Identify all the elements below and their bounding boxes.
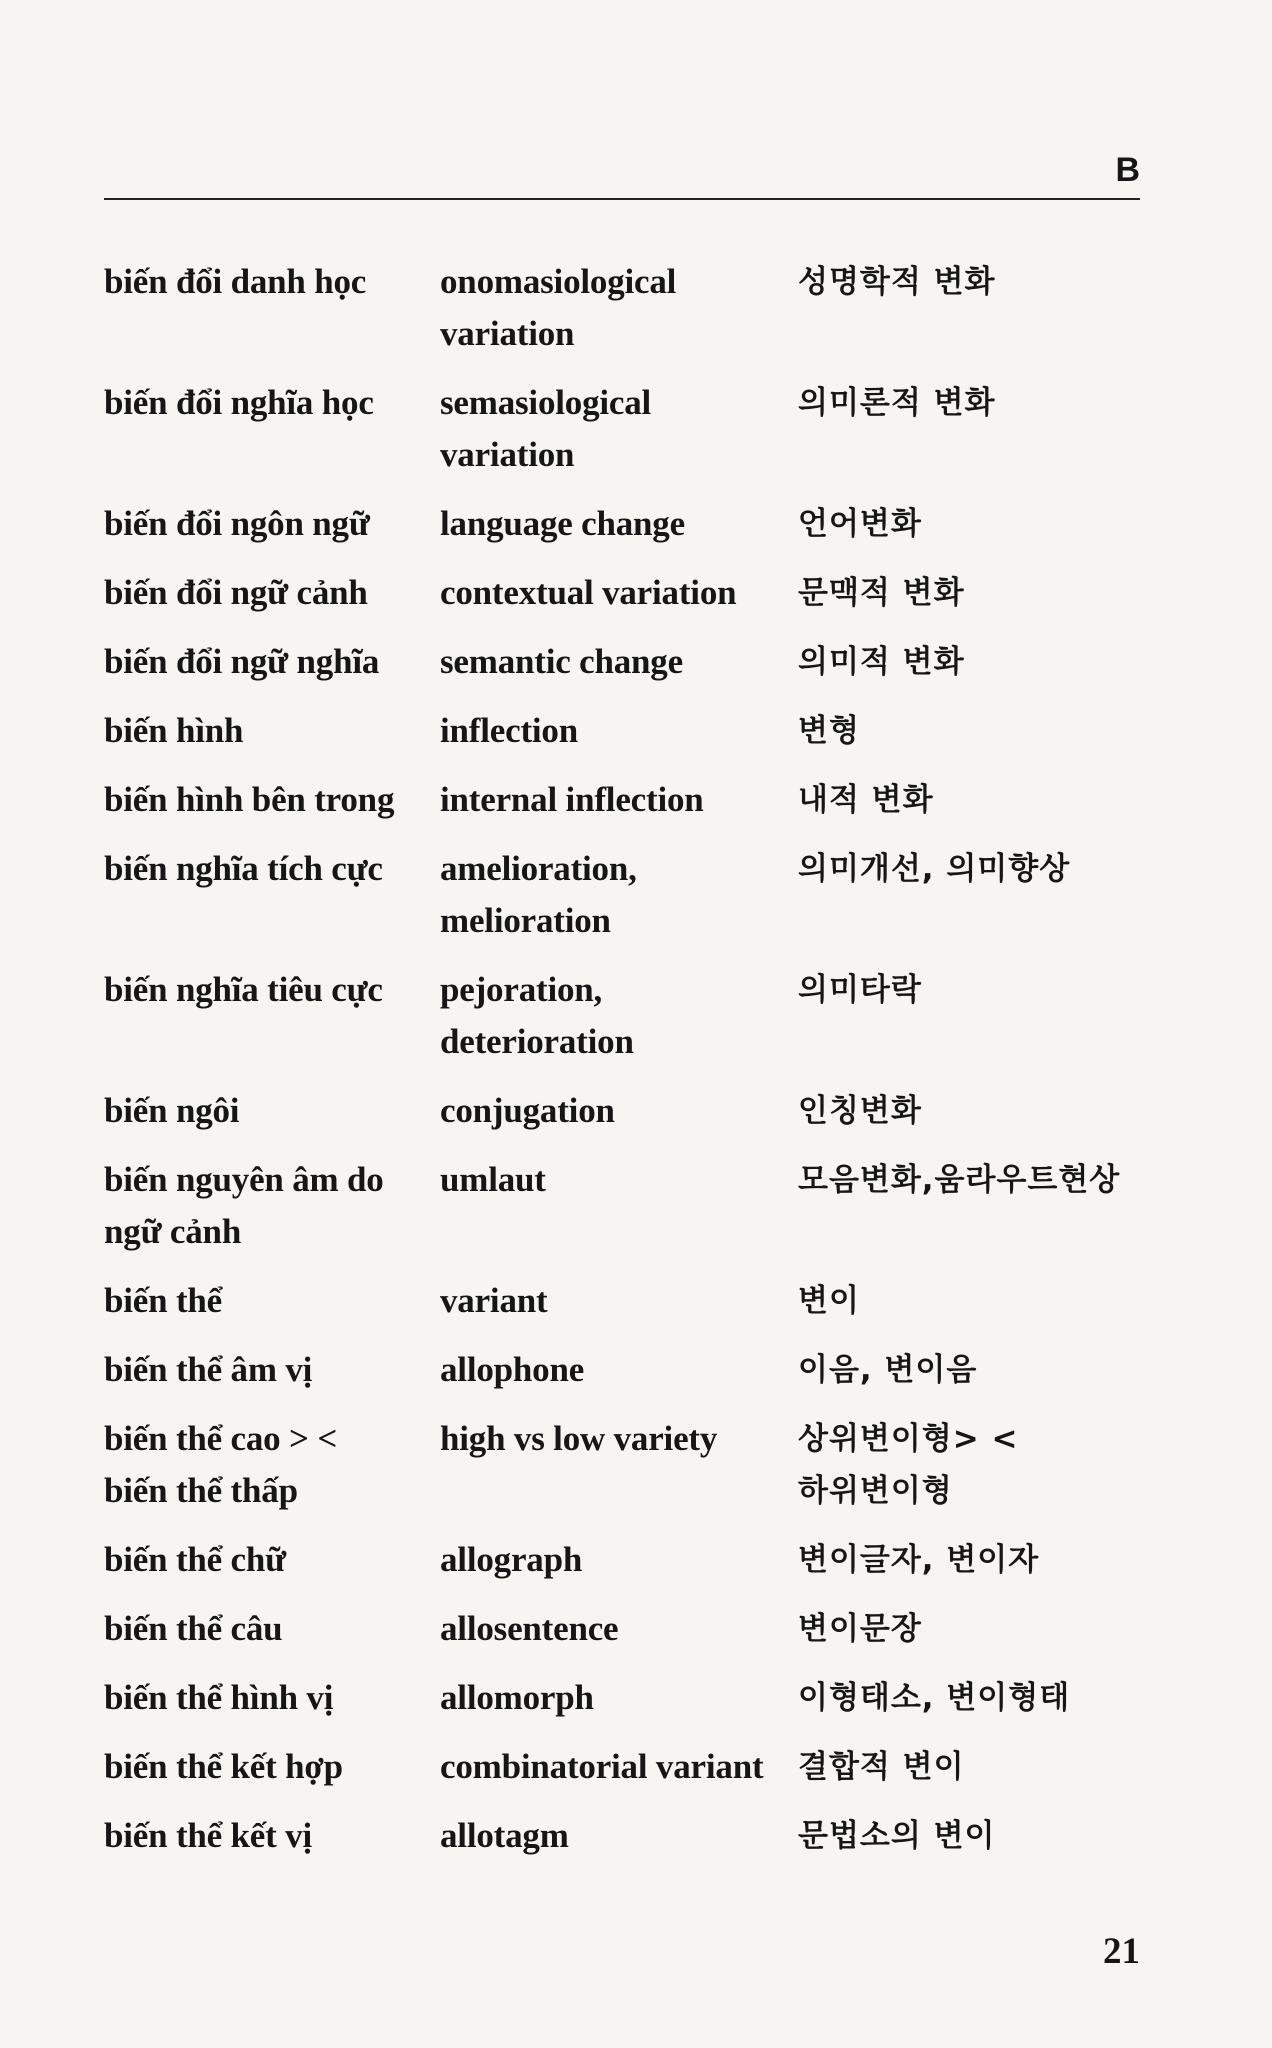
english-term: onomasiological variation — [440, 262, 677, 353]
english-term: pejoration, deterioration — [440, 970, 634, 1061]
dictionary-entry — [104, 1810, 1144, 1862]
korean-term: 의미적 변화 — [798, 644, 965, 680]
dictionary-entry — [104, 1085, 1144, 1137]
page-header — [104, 150, 1140, 198]
vietnamese-term: biến đổi nghĩa học — [104, 383, 374, 422]
vietnamese-term: biến thể âm vị — [104, 1350, 313, 1389]
dictionary-entry — [104, 1672, 1144, 1724]
english-term: amelioration, melioration — [440, 849, 637, 940]
page-number: 21 — [1103, 1931, 1140, 1972]
dictionary-entry — [104, 774, 1144, 826]
dictionary-entry — [104, 256, 1144, 360]
dictionary-entry — [104, 1741, 1144, 1793]
vietnamese-term: biến đổi ngữ cảnh — [104, 573, 368, 612]
korean-term: 모음변화,움라우트현상 — [798, 1162, 1121, 1198]
korean-term: 변이글자, 변이자 — [798, 1542, 1040, 1578]
korean-term: 결합적 변이 — [798, 1749, 965, 1785]
vietnamese-term: biến đổi danh học — [104, 262, 367, 301]
korean-term: 변이 — [798, 1283, 860, 1319]
english-term: variant — [440, 1281, 548, 1320]
english-term: internal inflection — [440, 780, 704, 819]
vietnamese-term: biến đổi ngữ nghĩa — [104, 642, 380, 681]
vietnamese-term: biến hình bên trong — [104, 780, 395, 819]
vietnamese-term: biến thể cao > < biến thể thấp — [104, 1419, 338, 1510]
vietnamese-term: biến nghĩa tiêu cực — [104, 970, 383, 1009]
english-term: semantic change — [440, 642, 683, 681]
korean-term: 상위변이형> < 하위변이형 — [798, 1421, 1019, 1509]
dictionary-entry — [104, 964, 1144, 1068]
english-term: high vs low variety — [440, 1419, 718, 1458]
korean-term: 이음, 변이음 — [798, 1352, 978, 1388]
dictionary-entry — [104, 377, 1144, 481]
english-term: allomorph — [440, 1678, 594, 1717]
section-letter: B — [1115, 151, 1140, 189]
korean-term: 이형태소, 변이형태 — [798, 1680, 1071, 1716]
dictionary-entry — [104, 636, 1144, 688]
vietnamese-term: biến nguyên âm do ngữ cảnh — [104, 1160, 384, 1251]
english-term: inflection — [440, 711, 578, 750]
dictionary-entry — [104, 567, 1144, 619]
dictionary-entry — [104, 705, 1144, 757]
english-term: umlaut — [440, 1160, 546, 1199]
korean-term: 의미개선, 의미향상 — [798, 851, 1071, 887]
korean-term: 문법소의 변이 — [798, 1818, 996, 1854]
korean-term: 언어변화 — [798, 506, 922, 542]
vietnamese-term: biến thể hình vị — [104, 1678, 334, 1717]
header-divider — [104, 198, 1140, 200]
korean-term: 성명학적 변화 — [798, 264, 996, 300]
korean-term: 문맥적 변화 — [798, 575, 965, 611]
english-term: allotagm — [440, 1816, 569, 1855]
korean-term: 내적 변화 — [798, 782, 934, 818]
dictionary-entry — [104, 1154, 1144, 1258]
english-term: conjugation — [440, 1091, 615, 1130]
dictionary-entry — [104, 843, 1144, 947]
vietnamese-term: biến nghĩa tích cực — [104, 849, 383, 888]
dictionary-entry — [104, 1344, 1144, 1396]
dictionary-entry-list — [104, 256, 1144, 1879]
vietnamese-term: biến thể — [104, 1281, 222, 1320]
vietnamese-term: biến thể kết vị — [104, 1816, 312, 1855]
dictionary-entry — [104, 1534, 1144, 1586]
english-term: semasiological variation — [440, 383, 652, 474]
english-term: allophone — [440, 1350, 585, 1389]
english-term: combinatorial variant — [440, 1747, 764, 1786]
english-term: language change — [440, 504, 685, 543]
korean-term: 의미타락 — [798, 972, 922, 1008]
vietnamese-term: biến thể câu — [104, 1609, 283, 1648]
vietnamese-term: biến ngôi — [104, 1091, 240, 1130]
english-term: contextual variation — [440, 573, 737, 612]
dictionary-entry — [104, 498, 1144, 550]
korean-term: 변형 — [798, 713, 860, 749]
vietnamese-term: biến đổi ngôn ngữ — [104, 504, 370, 543]
english-term: allograph — [440, 1540, 583, 1579]
korean-term: 의미론적 변화 — [798, 385, 996, 421]
vietnamese-term: biến thể chữ — [104, 1540, 286, 1579]
dictionary-entry — [104, 1413, 1144, 1517]
korean-term: 인칭변화 — [798, 1093, 922, 1129]
korean-term: 변이문장 — [798, 1611, 922, 1647]
english-term: allosentence — [440, 1609, 619, 1648]
dictionary-entry — [104, 1603, 1144, 1655]
dictionary-entry — [104, 1275, 1144, 1327]
vietnamese-term: biến thể kết hợp — [104, 1747, 343, 1786]
vietnamese-term: biến hình — [104, 711, 244, 750]
